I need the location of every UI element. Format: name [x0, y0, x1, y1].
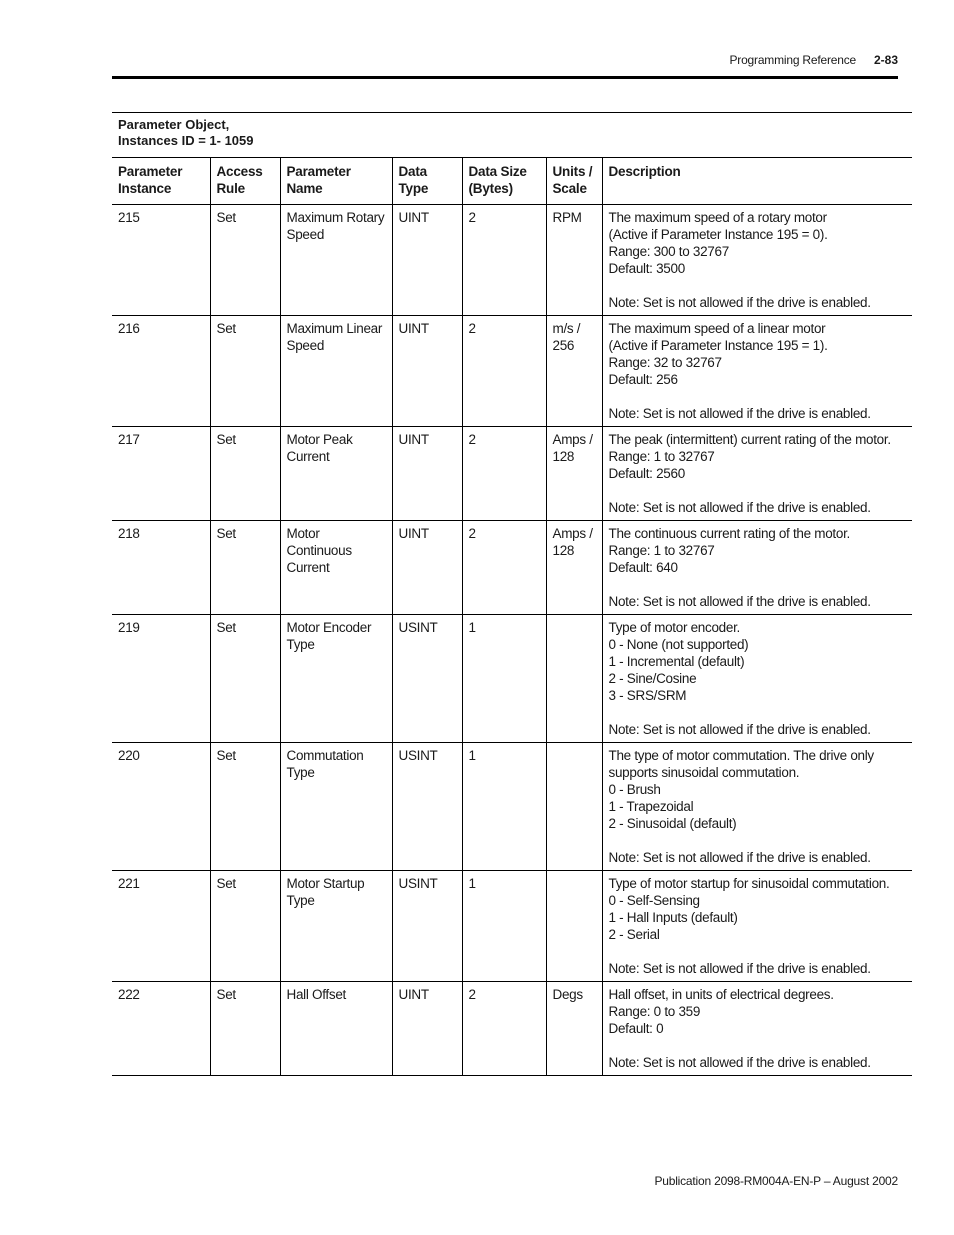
- data-size-cell: 2: [462, 205, 546, 316]
- parameter-name-cell: Hall Offset: [280, 982, 392, 1076]
- data-size-cell: 2: [462, 982, 546, 1076]
- access-rule-cell: Set: [210, 743, 280, 871]
- data-size-cell: 2: [462, 521, 546, 615]
- table-row: [112, 615, 912, 743]
- col-parameter-name-header: Parameter Name: [280, 158, 392, 205]
- data-type-cell: USINT: [392, 615, 462, 743]
- table-row: [112, 743, 912, 871]
- description-cell: Type of motor startup for sinusoidal commutation. 0 - Self-Sensing 1 - Hall Inputs (default) 2 - Serial Note: Set is not allowed if the drive is enabled.: [602, 871, 912, 982]
- table-row: [112, 316, 912, 427]
- parameter-name-cell: Motor Encoder Type: [280, 615, 392, 743]
- access-rule-cell: Set: [210, 205, 280, 316]
- units-scale-cell: Degs: [546, 982, 602, 1076]
- parameter-table: [112, 158, 912, 1076]
- access-rule-cell: Set: [210, 316, 280, 427]
- data-type-cell: UINT: [392, 316, 462, 427]
- col-description-header: Description: [602, 158, 912, 205]
- instance-cell: 219: [112, 615, 210, 743]
- units-scale-cell: RPM: [546, 205, 602, 316]
- table-header-row: [112, 158, 912, 205]
- table-row: [112, 871, 912, 982]
- parameter-name-cell: Motor Startup Type: [280, 871, 392, 982]
- units-scale-cell: [546, 615, 602, 743]
- description-cell: The maximum speed of a rotary motor (Active if Parameter Instance 195 = 0). Range: 300 to 32767 Default: 3500 Note: Set is not allowed if the drive is enabled.: [602, 205, 912, 316]
- table-title-line1: Parameter Object,: [118, 117, 230, 132]
- units-scale-cell: m/s / 256: [546, 316, 602, 427]
- units-scale-cell: [546, 871, 602, 982]
- table-row: [112, 982, 912, 1076]
- data-type-cell: UINT: [392, 205, 462, 316]
- parameter-name-cell: Commutation Type: [280, 743, 392, 871]
- instance-cell: 221: [112, 871, 210, 982]
- data-type-cell: UINT: [392, 982, 462, 1076]
- instance-cell: 222: [112, 982, 210, 1076]
- instance-cell: 217: [112, 427, 210, 521]
- col-access-rule-header: Access Rule: [210, 158, 280, 205]
- table-row: [112, 205, 912, 316]
- access-rule-cell: Set: [210, 615, 280, 743]
- units-scale-cell: Amps / 128: [546, 427, 602, 521]
- table-row: [112, 427, 912, 521]
- data-size-cell: 1: [462, 743, 546, 871]
- parameter-name-cell: Maximum Linear Speed: [280, 316, 392, 427]
- parameter-name-cell: Maximum Rotary Speed: [280, 205, 392, 316]
- parameter-name-cell: Motor Continuous Current: [280, 521, 392, 615]
- data-type-cell: USINT: [392, 871, 462, 982]
- col-parameter-instance-header: Parameter Instance: [112, 158, 210, 205]
- page-header: [112, 50, 898, 79]
- instance-cell: 220: [112, 743, 210, 871]
- data-size-cell: 1: [462, 615, 546, 743]
- instance-cell: 218: [112, 521, 210, 615]
- data-size-cell: 1: [462, 871, 546, 982]
- access-rule-cell: Set: [210, 871, 280, 982]
- data-type-cell: UINT: [392, 521, 462, 615]
- table-title-line2: Instances ID = 1- 1059: [118, 133, 254, 148]
- table-row: [112, 521, 912, 615]
- publication-footer: Publication 2098-RM004A-EN-P – August 2002: [654, 1174, 898, 1188]
- table-title: [112, 112, 912, 158]
- data-size-cell: 2: [462, 316, 546, 427]
- description-cell: Hall offset, in units of electrical degrees. Range: 0 to 359 Default: 0 Note: Set is not allowed if the drive is enabled.: [602, 982, 912, 1076]
- access-rule-cell: Set: [210, 521, 280, 615]
- parameter-table-container: [112, 112, 912, 1076]
- parameter-name-cell: Motor Peak Current: [280, 427, 392, 521]
- table-body: [112, 205, 912, 1076]
- description-cell: The continuous current rating of the motor. Range: 1 to 32767 Default: 640 Note: Set is not allowed if the drive is enabled.: [602, 521, 912, 615]
- data-type-cell: UINT: [392, 427, 462, 521]
- data-type-cell: USINT: [392, 743, 462, 871]
- units-scale-cell: [546, 743, 602, 871]
- section-title: Programming Reference: [729, 53, 856, 67]
- description-cell: The peak (intermittent) current rating of the motor. Range: 1 to 32767 Default: 2560 Note: Set is not allowed if the drive is enabled.: [602, 427, 912, 521]
- access-rule-cell: Set: [210, 982, 280, 1076]
- description-cell: The type of motor commutation. The drive only supports sinusoidal commutation. 0 - Brush 1 - Trapezoidal 2 - Sinusoidal (default) Note: Set is not allowed if the drive is enabled.: [602, 743, 912, 871]
- description-cell: Type of motor encoder. 0 - None (not supported) 1 - Incremental (default) 2 - Sine/Cosine 3 - SRS/SRM Note: Set is not allowed if the drive is enabled.: [602, 615, 912, 743]
- data-size-cell: 2: [462, 427, 546, 521]
- description-cell: The maximum speed of a linear motor (Active if Parameter Instance 195 = 1). Range: 32 to 32767 Default: 256 Note: Set is not allowed if the drive is enabled.: [602, 316, 912, 427]
- page-number: 2-83: [873, 53, 898, 67]
- access-rule-cell: Set: [210, 427, 280, 521]
- col-units-scale-header: Units / Scale: [546, 158, 602, 205]
- instance-cell: 215: [112, 205, 210, 316]
- col-data-type-header: Data Type: [392, 158, 462, 205]
- col-data-size-header: Data Size (Bytes): [462, 158, 546, 205]
- units-scale-cell: Amps / 128: [546, 521, 602, 615]
- instance-cell: 216: [112, 316, 210, 427]
